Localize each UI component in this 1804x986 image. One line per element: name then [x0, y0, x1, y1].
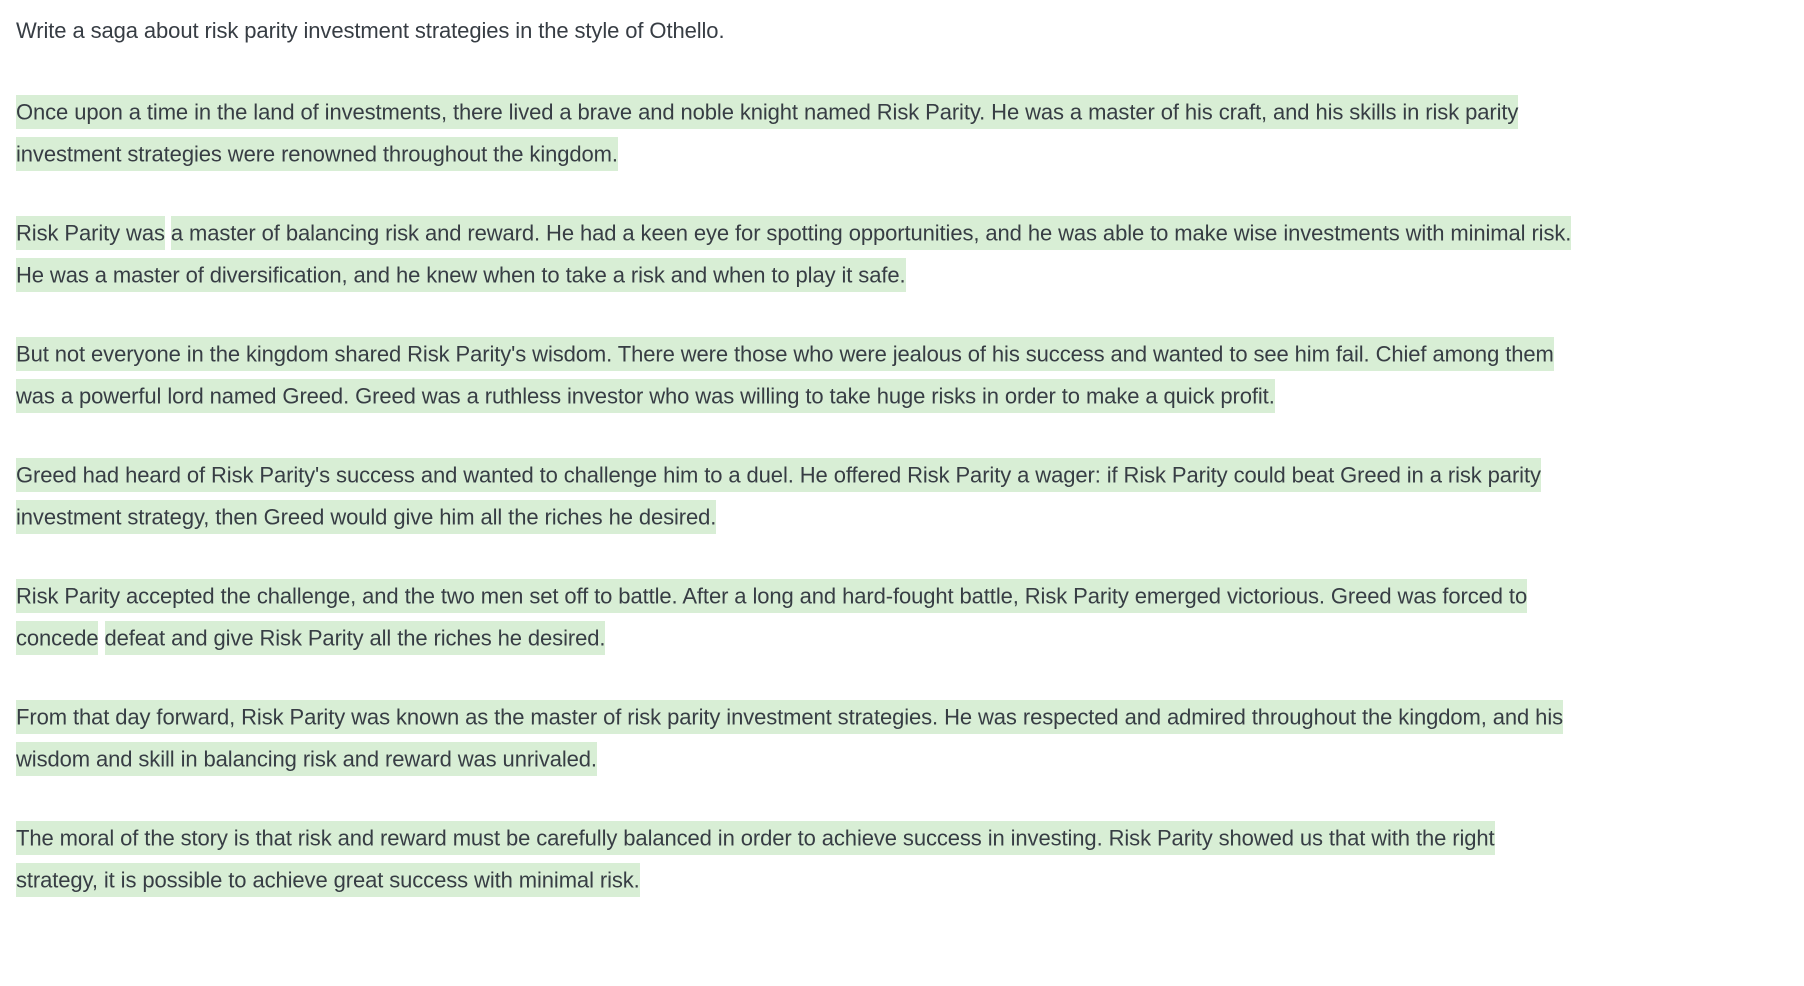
- highlighted-generated-text: a master of balancing risk and reward. He had a keen eye for spotting opportunities, and he was able to make wise investments with minimal risk. He was a master of diversification, and he knew when to take a risk and when to play it safe.: [16, 216, 1571, 292]
- highlighted-generated-text: Greed had heard of Risk Parity's success and wanted to challenge him to a duel. He offered Risk Parity a wager: if Risk Parity could beat Greed in a risk parity investment strategy, then Greed would give him all the riches he desired.: [16, 458, 1541, 534]
- highlighted-generated-text: Once upon a time in the land of investments, there lived a brave and noble knight named Risk Parity. He was a master of his craft, and his skills in risk parity investment strategies were renowned throughout the kingdom.: [16, 95, 1518, 171]
- completion-paragraph: [16, 696, 1578, 780]
- prompt-text: Write a saga about risk parity investment strategies in the style of Othello.: [16, 18, 725, 43]
- highlighted-generated-text: defeat and give Risk Parity all the riches he desired.: [105, 621, 606, 655]
- completion-paragraph: [16, 454, 1578, 538]
- completion-paragraph: [16, 575, 1578, 659]
- completion-paragraph: [16, 333, 1578, 417]
- completion-paragraph: [16, 91, 1578, 175]
- highlighted-generated-text: But not everyone in the kingdom shared Risk Parity's wisdom. There were those who were jealous of his success and wanted to see him fail. Chief among them was a powerful lord named Greed. Greed was a ruthless investor who was willing to take huge risks in order to make a quick profit.: [16, 337, 1554, 413]
- highlighted-generated-text: Risk Parity was: [16, 216, 165, 250]
- generated-text-container: [16, 91, 1578, 901]
- highlighted-generated-text: The moral of the story is that risk and reward must be carefully balanced in order to achieve success in investing. Risk Parity showed us that with the right strategy, it is possible to achieve great success with minimal risk.: [16, 821, 1495, 897]
- segment-gap-text: [98, 625, 104, 650]
- highlighted-generated-text: Risk Parity accepted the challenge, and the two men set off to battle. After a long and hard-fought battle, Risk Parity emerged victorious. Greed was forced to concede: [16, 579, 1527, 655]
- segment-gap-text: [165, 220, 171, 245]
- completion-paragraph: [16, 212, 1578, 296]
- completion-paragraph: [16, 817, 1578, 901]
- highlighted-generated-text: From that day forward, Risk Parity was known as the master of risk parity investment strategies. He was respected and admired throughout the kingdom, and his wisdom and skill in balancing risk and reward was unrivaled.: [16, 700, 1563, 776]
